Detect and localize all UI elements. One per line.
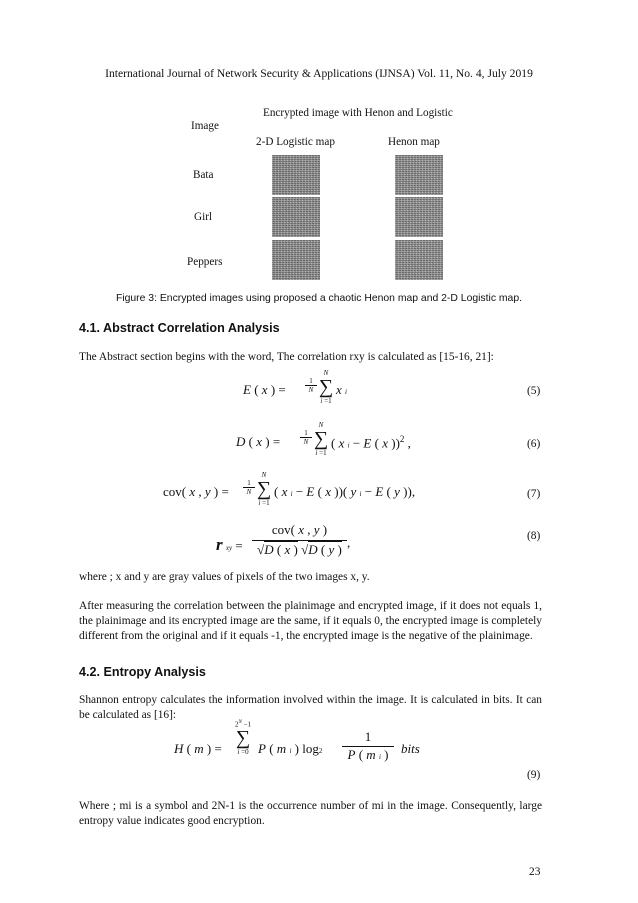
equation-6-term: ( x i − E ( x ))$^2$ ,	[331, 434, 411, 451]
equation-8-fraction: cov( x , y ) √D ( x ) √D ( y )	[252, 522, 347, 558]
figure-col-logistic: 2-D Logistic map	[256, 136, 335, 148]
equation-9-fraction: 1 P ( m i )	[342, 729, 394, 763]
correlation-where-text: where ; x and y are gray values of pixels of the two images x, y.	[79, 571, 370, 583]
figure-row-bata: Bata	[193, 169, 214, 181]
equation-8-comma: ,	[347, 535, 351, 550]
entropy-where-text: Where ; mi is a symbol and 2N-1 is the occurrence number of mi in the image. Consequently, large entropy value indicates good encryption.	[79, 800, 542, 827]
equation-5: E ( x ) =	[243, 382, 286, 397]
equation-7-fraction: 1 N	[243, 479, 255, 496]
equation-9-term: P ( m i ) log2	[258, 741, 323, 756]
figure-row-girl: Girl	[194, 211, 213, 223]
figure-caption: Figure 3: Encrypted images using proposed a chaotic Henon map and 2-D Logistic map.	[115, 293, 523, 304]
equation-9: H ( m ) =	[174, 741, 222, 756]
figure-col-image: Image	[191, 120, 219, 132]
equation-5-fraction: 1 N	[305, 377, 317, 394]
encrypted-image-bata-logistic	[272, 155, 320, 195]
equation-number-7: (7)	[527, 488, 541, 500]
equation-number-6: (6)	[527, 438, 541, 450]
encrypted-image-girl-logistic	[272, 197, 320, 237]
equation-9-sum: $2^N -1$ ∑ i =0	[234, 720, 252, 757]
equation-7: cov( x , y ) =	[163, 484, 229, 499]
page-number: 23	[529, 866, 541, 878]
section-heading-correlation: 4.1. Abstract Correlation Analysis	[79, 321, 280, 335]
section-intro-correlation: The Abstract section begins with the word, The correlation rxy is calculated as [15-16, 21]:	[79, 351, 494, 363]
encrypted-image-peppers-henon	[395, 240, 443, 280]
equation-number-9: (9)	[527, 769, 541, 781]
entropy-intro: Shannon entropy calculates the information involved within the image. It is calculated in bits. It can be calculated as [16]:	[79, 694, 542, 721]
equation-6-fraction: 1 N	[300, 429, 312, 446]
encrypted-image-girl-henon	[395, 197, 443, 237]
equation-8: r xy =	[216, 535, 243, 554]
figure-group-title: Encrypted image with Henon and Logistic	[263, 107, 453, 119]
equation-number-8: (8)	[527, 530, 541, 542]
encrypted-image-peppers-logistic	[272, 240, 320, 280]
equation-6: D ( x ) =	[236, 434, 281, 449]
running-header: International Journal of Network Security & Applications (IJNSA) Vol. 11, No. 4, July 2019	[105, 67, 533, 80]
figure-col-henon: Henon map	[388, 136, 440, 148]
equation-5-term: x i	[336, 382, 347, 397]
equation-7-sum: N ∑ i =1	[256, 471, 272, 507]
equation-number-5: (5)	[527, 385, 541, 397]
figure-row-peppers: Peppers	[187, 256, 223, 268]
encrypted-image-bata-henon	[395, 155, 443, 195]
section-heading-entropy: 4.2. Entropy Analysis	[79, 665, 206, 679]
equation-9-unit: bits	[401, 741, 420, 756]
equation-5-sum: N ∑ i =1	[318, 369, 334, 405]
correlation-explanation: After measuring the correlation between the plainimage and encrypted image, if it does not equals 1, the plainimage and its encrypted image are the same, if it equals 0, the encrypted image is completely different from the original and if it equals -1, the encrypted image is the negative of the plainimage.	[79, 600, 542, 642]
equation-6-sum: N ∑ i =1	[313, 421, 329, 457]
equation-7-term: ( x i − E ( x ))( y i − E ( y )),	[274, 484, 416, 499]
